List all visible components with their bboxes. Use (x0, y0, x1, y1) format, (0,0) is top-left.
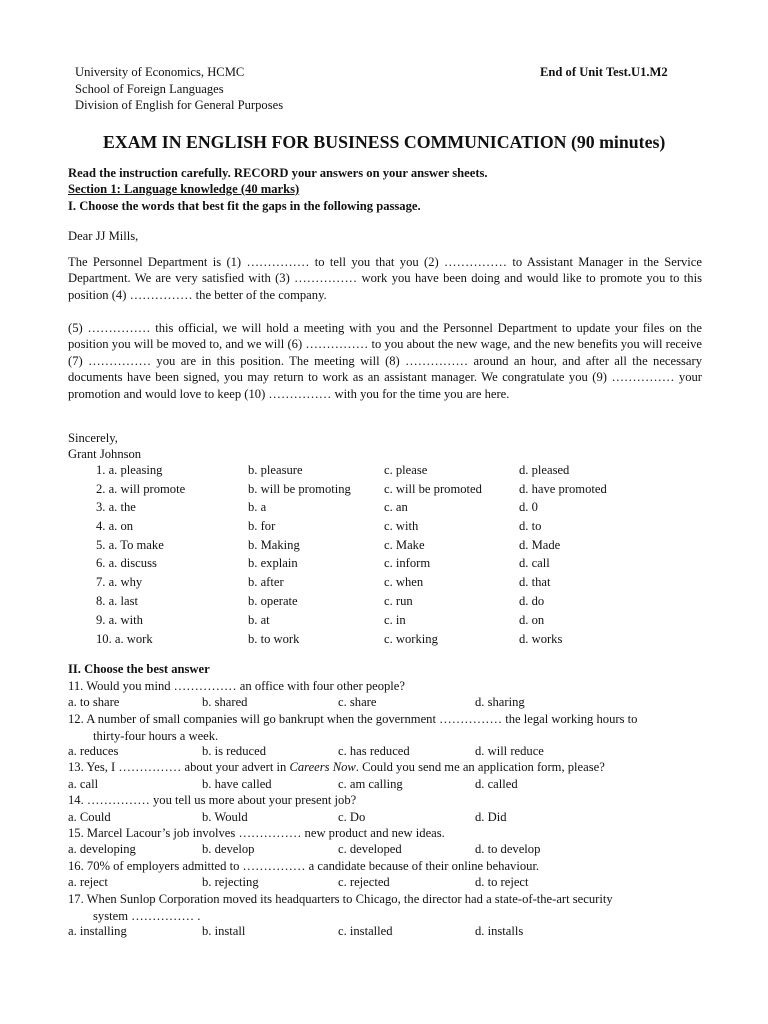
letter-signature: Grant Johnson (68, 447, 142, 461)
question-11: 11. Would you mind …………… an office with four other people? (68, 679, 405, 693)
question-11-options (68, 694, 702, 711)
question-17-options (68, 923, 702, 940)
option-d: d. that (519, 575, 551, 589)
option-b: b. Would (202, 810, 248, 824)
option-c: c. inform (384, 556, 431, 570)
part-1-item (96, 630, 716, 649)
option-c: c. rejected (338, 875, 390, 889)
question-13-text-end: . Could you send me an application form, please? (355, 760, 605, 774)
option-b: b. is reduced (202, 744, 266, 758)
option-a: a. call (68, 777, 99, 791)
option-a: a. Could (68, 810, 111, 824)
option-a: 3. a. the (96, 500, 136, 514)
option-c: c. run (384, 594, 413, 608)
option-a: a. reject (68, 875, 108, 889)
option-d: d. to develop (475, 842, 541, 856)
option-a: 8. a. last (96, 594, 138, 608)
option-a: 6. a. discuss (96, 556, 157, 570)
question-13-options (68, 776, 702, 793)
option-b: b. operate (248, 594, 298, 608)
question-17-line-2: system …………… . (93, 908, 201, 923)
question-15-options (68, 841, 702, 858)
option-b: b. to work (248, 632, 300, 646)
question-13-emphasis: Careers Now (289, 760, 356, 774)
option-a: a. reduces (68, 744, 119, 758)
question-16: 16. 70% of employers admitted to …………… a candidate because of their online behaviour. (68, 859, 540, 873)
part-1-item (96, 611, 716, 630)
option-d: d. pleased (519, 463, 570, 477)
question-14: 14. …………… you tell us more about your present job? (68, 793, 357, 807)
option-d: d. have promoted (519, 482, 607, 496)
option-b: b. rejecting (202, 875, 259, 889)
part-1-item (96, 517, 716, 536)
option-d: d. Did (475, 810, 507, 824)
option-a: 7. a. why (96, 575, 143, 589)
question-17 (68, 891, 702, 924)
option-d: d. works (519, 632, 563, 646)
option-b: b. at (248, 613, 270, 627)
option-d: d. Made (519, 538, 561, 552)
option-d: d. will reduce (475, 744, 544, 758)
option-c: c. in (384, 613, 406, 627)
option-c: c. please (384, 463, 428, 477)
option-b: b. will be promoting (248, 482, 351, 496)
option-c: c. when (384, 575, 424, 589)
option-b: b. shared (202, 695, 248, 709)
option-d: d. call (519, 556, 550, 570)
option-a: 10. a. work (96, 632, 153, 646)
division-name: Division of English for General Purposes (75, 98, 284, 112)
part-1-item (96, 573, 716, 592)
option-c: c. developed (338, 842, 402, 856)
option-a: a. developing (68, 842, 136, 856)
test-code: End of Unit Test.U1.M2 (540, 65, 668, 79)
instruction-text: Read the instruction carefully. RECORD your answers on your answer sheets. (68, 166, 488, 180)
question-16-options (68, 874, 702, 891)
option-d: d. on (519, 613, 545, 627)
option-d: d. do (519, 594, 545, 608)
part-1-item (96, 592, 716, 611)
part-1-item (96, 554, 716, 573)
option-a: 5. a. To make (96, 538, 164, 552)
part-1-item (96, 461, 716, 480)
part-1-item (96, 498, 716, 517)
letter-salutation: Dear JJ Mills, (68, 229, 139, 243)
exam-title: EXAM IN ENGLISH FOR BUSINESS COMMUNICATION (90 minutes) (103, 132, 666, 152)
option-c: c. will be promoted (384, 482, 482, 496)
university-name: University of Economics, HCMC (75, 65, 245, 79)
option-c: c. am calling (338, 777, 403, 791)
letter-closing: Sincerely, (68, 431, 118, 445)
option-d: d. called (475, 777, 518, 791)
question-13-text-start: 13. Yes, I …………… about your advert in (68, 760, 290, 774)
option-a: 9. a. with (96, 613, 143, 627)
option-d: d. to reject (475, 875, 529, 889)
option-a: a. to share (68, 695, 120, 709)
question-12-line-1: 12. A number of small companies will go bankrupt when the government …………… the legal working hours to (68, 712, 638, 726)
option-a: 1. a. pleasing (96, 463, 163, 477)
part-1-heading: I. Choose the words that best fit the gaps in the following passage. (68, 199, 421, 213)
option-b: b. explain (248, 556, 298, 570)
question-12-options (68, 743, 702, 760)
option-c: c. share (338, 695, 377, 709)
section-1-heading: Section 1: Language knowledge (40 marks) (68, 182, 300, 196)
option-d: d. 0 (519, 500, 538, 514)
part-1-item (96, 480, 716, 499)
option-c: c. working (384, 632, 438, 646)
option-a: a. installing (68, 924, 127, 938)
option-b: b. for (248, 519, 276, 533)
question-12-line-2: thirty-four hours a week. (93, 728, 219, 743)
option-b: b. Making (248, 538, 300, 552)
option-b: b. have called (202, 777, 272, 791)
school-name: School of Foreign Languages (75, 82, 224, 96)
question-12 (68, 711, 702, 744)
part-1-item (96, 536, 716, 555)
option-c: c. has reduced (338, 744, 410, 758)
option-b: b. install (202, 924, 246, 938)
option-b: b. pleasure (248, 463, 303, 477)
option-d: d. installs (475, 924, 524, 938)
option-c: c. Do (338, 810, 366, 824)
option-b: b. develop (202, 842, 255, 856)
option-a: 4. a. on (96, 519, 134, 533)
option-d: d. sharing (475, 695, 525, 709)
option-c: c. installed (338, 924, 393, 938)
option-c: c. with (384, 519, 419, 533)
question-17-line-1: 17. When Sunlop Corporation moved its headquarters to Chicago, the director had a state-of-the-art security (68, 892, 613, 906)
letter-paragraph-1: The Personnel Department is (1) …………… to tell you that you (2) …………… to Assistant Manager in the Service Department. We are very satisfied with (3) …………… work you have been doing and would like to promote you to this position (4) …………… the better of the company. (68, 255, 702, 302)
option-a: 2. a. will promote (96, 482, 186, 496)
question-15: 15. Marcel Lacour’s job involves …………… new product and new ideas. (68, 826, 445, 840)
option-d: d. to (519, 519, 542, 533)
question-14-options (68, 809, 702, 826)
option-b: b. a (248, 500, 267, 514)
letter-paragraph-2: (5) …………… this official, we will hold a meeting with you and the Personnel Department to update your files on the position you will be moved to, and we will (6) …………… to you about the new wage, and the new benefits you will receive (7) …………… you are in this position. The meeting will (8) …………… around an hour, and after all the necessary documents have been signed, you may return to work as an assistant manager. We congratulate you (9) …………… your promotion and would love to keep (10) …………… with you for the time you are here. (68, 321, 702, 401)
question-13 (68, 759, 702, 776)
option-c: c. Make (384, 538, 425, 552)
option-c: c. an (384, 500, 408, 514)
part-2-heading: II. Choose the best answer (68, 662, 210, 676)
option-b: b. after (248, 575, 284, 589)
